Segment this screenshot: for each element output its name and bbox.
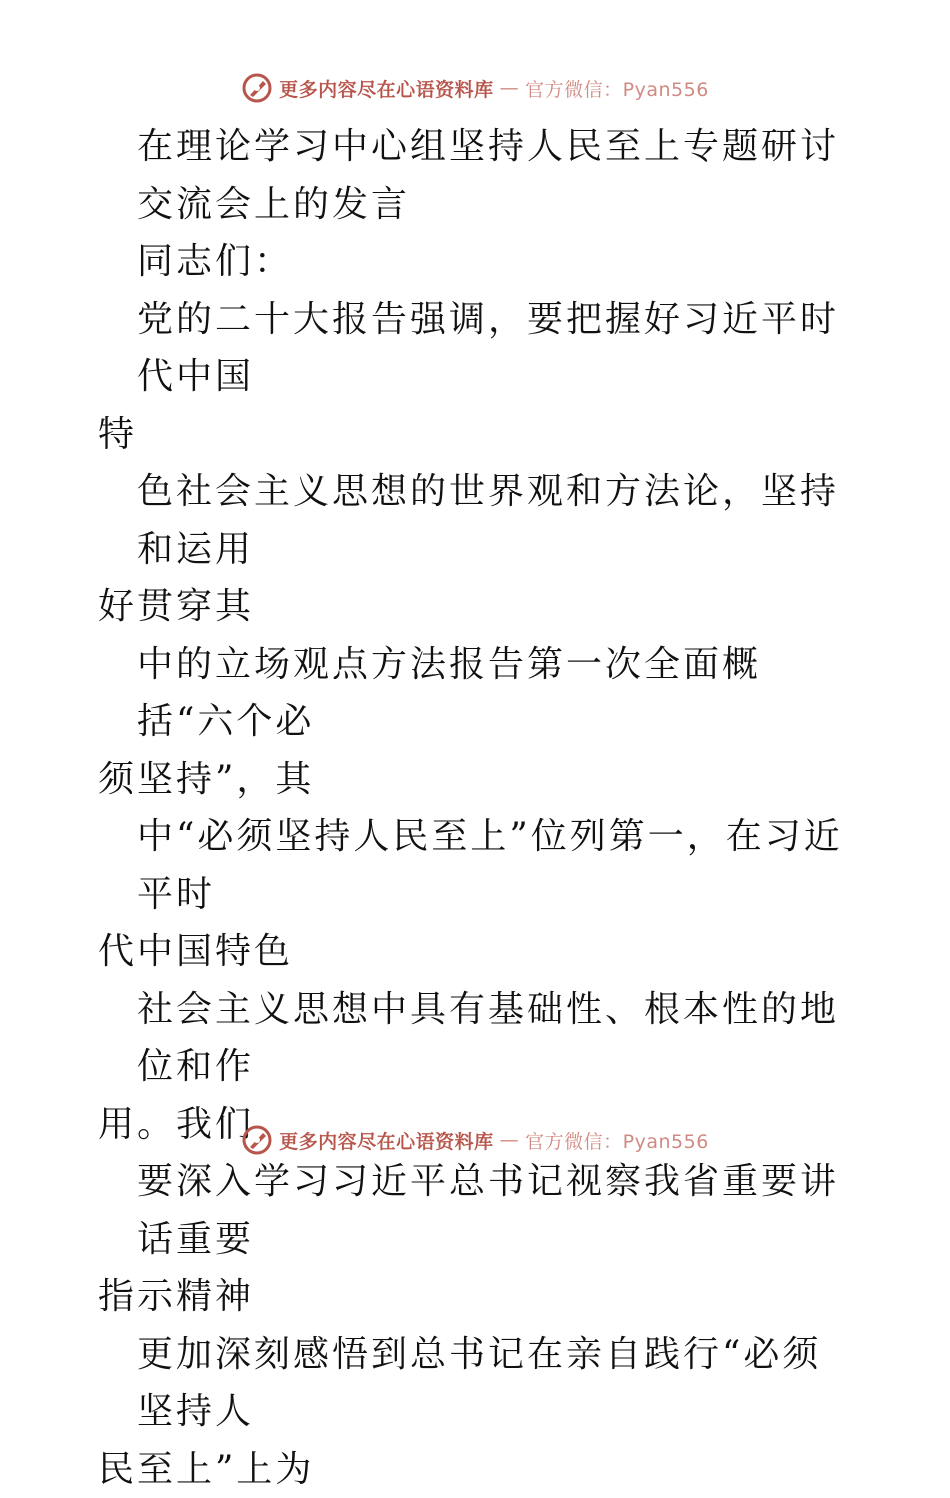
body-line: 社会主义思想中具有基础性、根本性的地位和作	[98, 981, 854, 1096]
pen-circle-icon	[241, 72, 273, 104]
watermark-dash: —	[500, 77, 520, 99]
header-watermark	[0, 72, 950, 104]
salutation: 同志们：	[98, 233, 854, 291]
body-line: 指示精神	[98, 1268, 854, 1326]
body-line: 中“必须坚持人民至上”位列第一，在习近平时	[98, 808, 854, 923]
footer-watermark	[0, 1124, 950, 1156]
body-line: 代中国特色	[98, 923, 854, 981]
document-body	[98, 118, 854, 1498]
watermark-main-text: 更多内容尽在心语资料库	[279, 75, 494, 102]
body-line: 民至上”上为	[98, 1441, 854, 1498]
body-line: 用。我们	[98, 1096, 854, 1154]
body-line: 党的二十大报告强调，要把握好习近平时代中国	[98, 291, 854, 406]
body-line: 中的立场观点方法报告第一次全面概括“六个必	[98, 636, 854, 751]
pen-circle-icon	[241, 1124, 273, 1156]
body-line: 更加深刻感悟到总书记在亲自践行“必须坚持人	[98, 1326, 854, 1441]
watermark-suffix: 官方微信：Pyan556	[525, 1127, 709, 1154]
body-line: 须坚持”，其	[98, 751, 854, 809]
watermark-dash: —	[500, 1129, 520, 1151]
watermark-main-text: 更多内容尽在心语资料库	[279, 1127, 494, 1154]
document-title-line-2: 交流会上的发言	[98, 176, 854, 234]
body-line: 好贯穿其	[98, 578, 854, 636]
body-line: 色社会主义思想的世界观和方法论，坚持和运用	[98, 463, 854, 578]
body-line: 特	[98, 406, 854, 464]
watermark-suffix: 官方微信：Pyan556	[525, 75, 709, 102]
document-title-line-1: 在理论学习中心组坚持人民至上专题研讨	[98, 118, 854, 176]
body-line: 要深入学习习近平总书记视察我省重要讲话重要	[98, 1153, 854, 1268]
